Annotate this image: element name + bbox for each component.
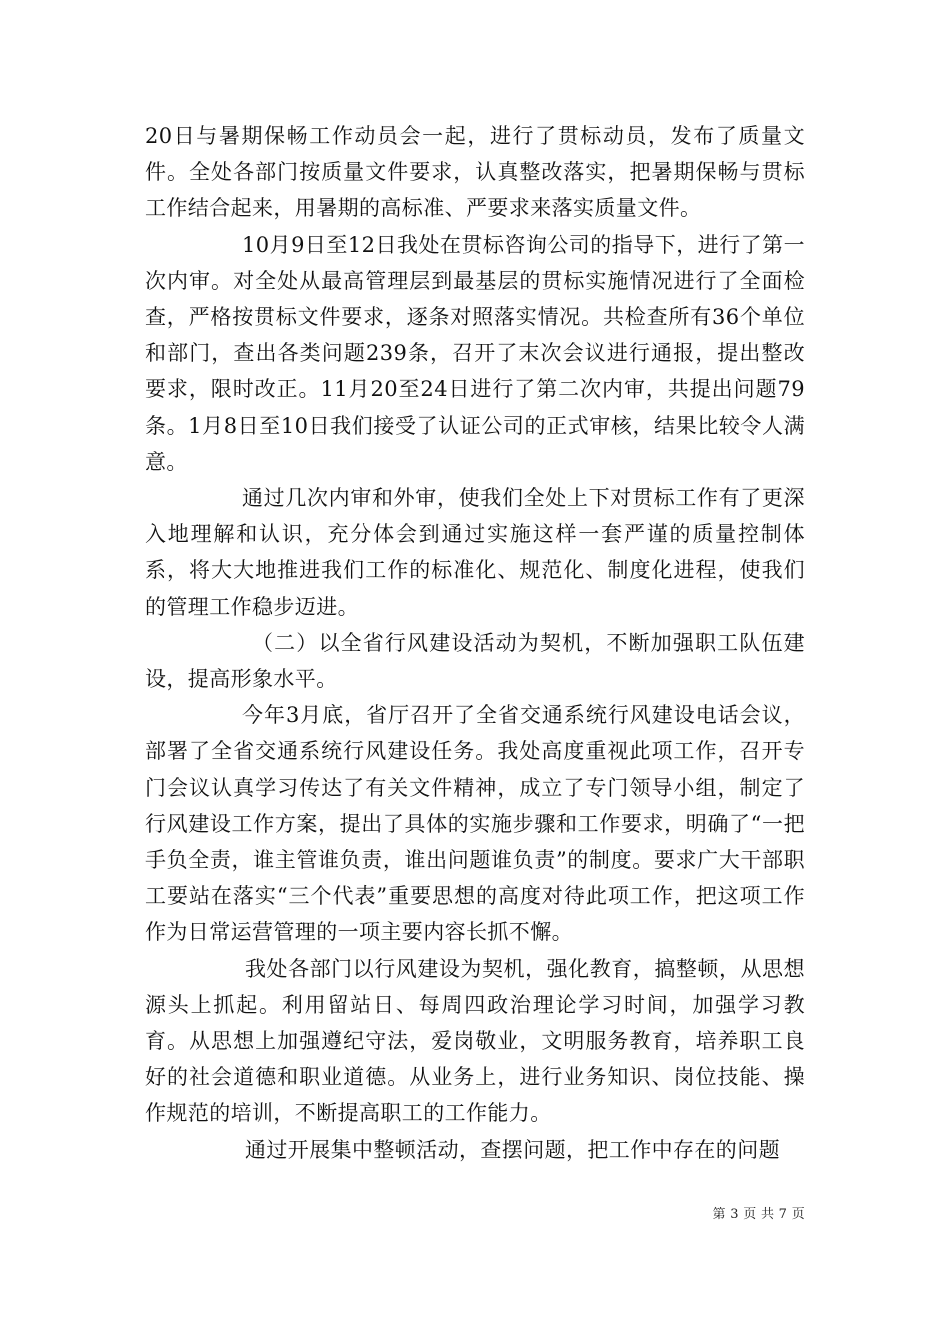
- paragraph-quality-docs: 20日与暑期保畅工作动员会一起，进行了贯标动员，发布了质量文件。全处各部门按质量文件要求，认真整改落实，把暑期保畅与贯标工作结合起来，用暑期的高标准、严要求来落实质量文件。: [145, 124, 805, 221]
- paragraph-education: 我处各部门以行风建设为契机，强化教育，搞整顿，从思想源头上抓起。利用留站日、每周四政治理论学习时间，加强学习教育。从思想上加强遵纪守法，爱岗敬业，文明服务教育，培养职工良好的社会道德和职业道德。从业务上，进行业务知识、岗位技能、操作规范的培训，不断提高职工的工作能力。: [145, 956, 805, 1126]
- body-text: [145, 118, 805, 1168]
- paragraph-conduct-meeting: 今年3月底，省厅召开了全省交通系统行风建设电话会议，部署了全省交通系统行风建设任务。我处高度重视此项工作，召开专门会议认真学习传达了有关文件精神，成立了专门领导小组，制定了行风建设工作方案，提出了具体的实施步骤和工作要求，明确了“一把手负全责，谁主管谁负责，谁出问题谁负责”的制度。要求广大干部职工要站在落实“三个代表”重要思想的高度对待此项工作，把这项工作作为日常运营管理的一项主要内容长抓不懈。: [145, 703, 805, 945]
- section-heading: （二）以全省行风建设活动为契机，不断加强职工队伍建设，提高形象水平。: [145, 630, 805, 692]
- paragraph-audit-results: 通过几次内审和外审，使我们全处上下对贯标工作有了更深入地理解和认识，充分体会到通过实施这样一套严谨的质量控制体系，将大大地推进我们工作的标准化、规范化、制度化进程，使我们的管理工作稳步迈进。: [145, 486, 805, 619]
- page-number-footer: 第 3 页 共 7 页: [712, 1207, 805, 1222]
- paragraph-rectification: 通过开展集中整顿活动，查摆问题，把工作中存在的问题: [245, 1137, 780, 1162]
- paragraph-internal-audit: 10月9日至12日我处在贯标咨询公司的指导下，进行了第一次内审。对全处从最高管理层到最基层的贯标实施情况进行了全面检查，严格按贯标文件要求，逐条对照落实情况。共检查所有36个单位和部门，查出各类问题239条，召开了末次会议进行通报，提出整改要求，限时改正。11月20至24日进行了第二次内审，共提出问题79条。1月8日至10日我们接受了认证公司的正式审核，结果比较令人满意。: [145, 232, 805, 474]
